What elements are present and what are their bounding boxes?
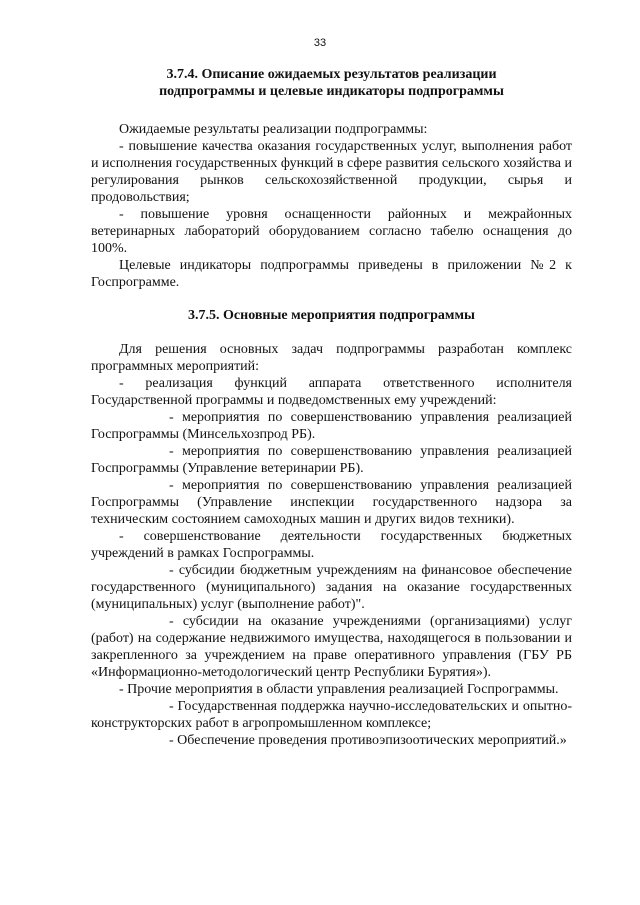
paragraph: - реализация функций аппарата ответственного исполнителя Государственной программы и подведомственных ему учреждений: (91, 376, 572, 408)
heading-line-1: 3.7.4. Описание ожидаемых результатов реализации (166, 67, 497, 82)
paragraph: - мероприятия по совершенствованию управления реализацией Госпрограммы (Управление инспекции государственного надзора за техническим состоянием самоходных машин и других видов техники). (91, 478, 572, 527)
paragraph: - субсидии бюджетным учреждениям на финансовое обеспечение государственного (муниципального) задания на оказание государственных (муниципальных) услуг (выполнение работ)". (91, 563, 572, 612)
page-number: 33 (313, 37, 327, 49)
section-heading-3-7-4 (91, 66, 572, 100)
paragraph: - мероприятия по совершенствованию управления реализацией Госпрограммы (Минсельхозпрод РБ). (91, 410, 572, 442)
section-heading-3-7-5: 3.7.5. Основные мероприятия подпрограммы (188, 308, 475, 323)
paragraph: - Прочие мероприятия в области управления реализацией Госпрограммы. (119, 682, 559, 697)
paragraph: - Государственная поддержка научно-исследовательских и опытно-конструкторских работ в агропромышленном комплексе; (91, 699, 572, 731)
paragraph: - повышение качества оказания государственных услуг, выполнения работ и исполнения государственных функций в сфере развития сельского хозяйства и регулирования рынков сельскохозяйственной продукции, сырья и продовольствия; (91, 139, 572, 205)
paragraph: - мероприятия по совершенствованию управления реализацией Госпрограммы (Управление ветеринарии РБ). (91, 444, 572, 476)
paragraph: - субсидии на оказание учреждениями (организациями) услуг (работ) на содержание недвижимого имущества, находящегося в пользовании и закрепленного за учреждением на праве оперативного управления (ГБУ РБ «Информационно-методологический центр Республики Бурятия»). (91, 614, 572, 680)
paragraph: Ожидаемые результаты реализации подпрограммы: (119, 122, 428, 137)
heading-line-2: подпрограммы и целевые индикаторы подпрограммы (159, 84, 504, 99)
paragraph: - повышение уровня оснащенности районных и межрайонных ветеринарных лабораторий оборудованием согласно табелю оснащения до 100%. (91, 207, 572, 256)
paragraph: Целевые индикаторы подпрограммы приведены в приложении №2 к Госпрограмме. (91, 258, 572, 290)
paragraph: Для решения основных задач подпрограммы разработан комплекс программных мероприятий: (91, 342, 572, 374)
page-content (91, 66, 572, 749)
paragraph: - совершенствование деятельности государственных бюджетных учреждений в рамках Госпрограммы. (91, 529, 572, 561)
paragraph: - Обеспечение проведения противоэпизоотических мероприятий.» (169, 733, 567, 748)
